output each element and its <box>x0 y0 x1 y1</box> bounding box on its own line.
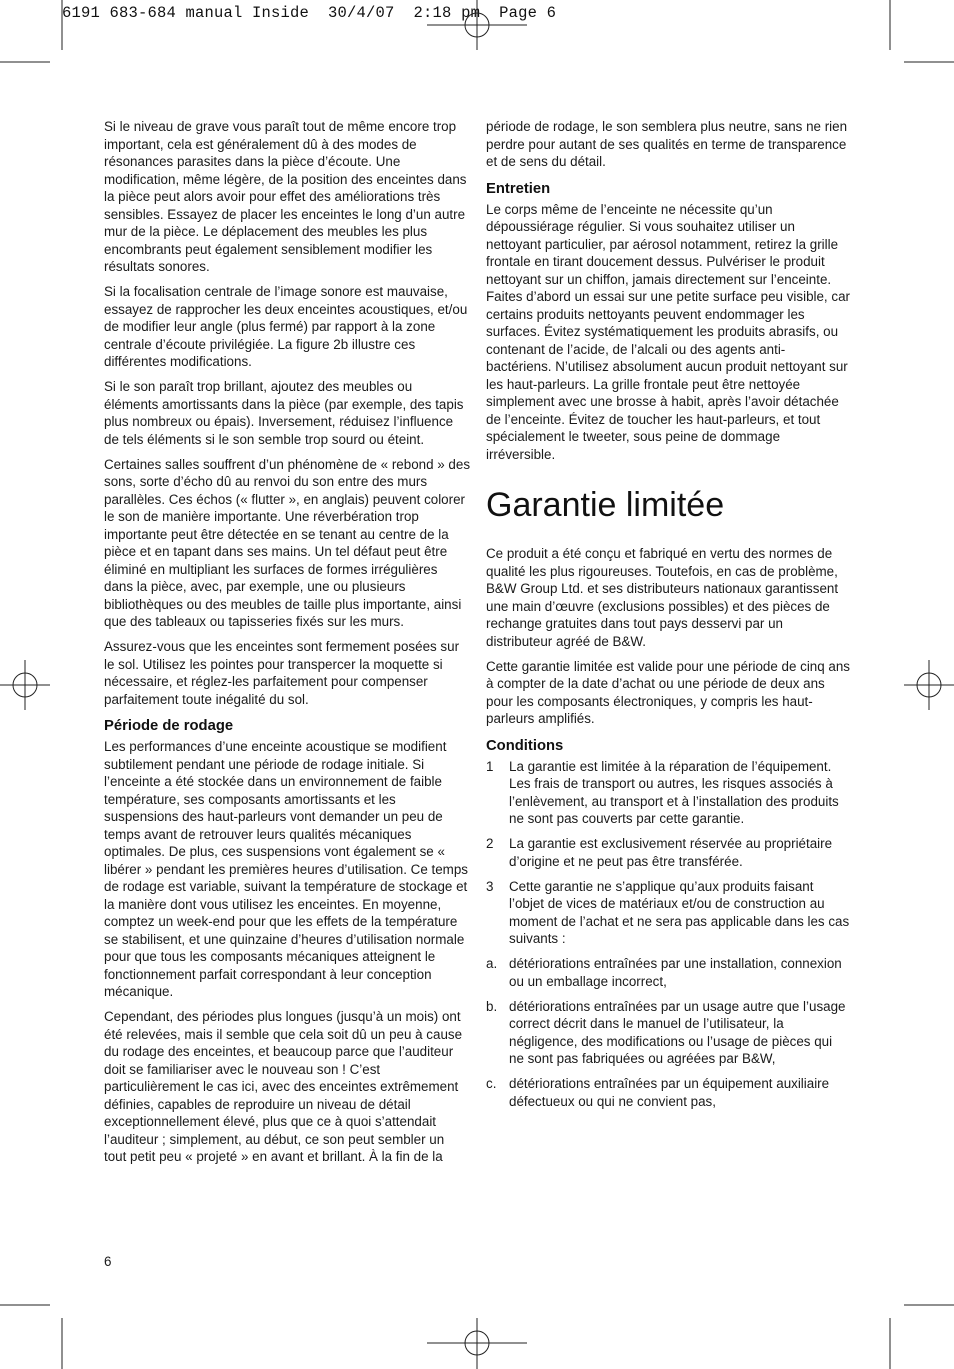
list-text: détériorations entraînées par une installation, connexion ou un emballage incorrect, <box>509 956 842 989</box>
paragraph: Si la focalisation centrale de l’image sonore est mauvaise, essayez de rapprocher les deux enceintes acoustiques, et/ou de modifier leur angle (plus fermé) par rapport à la zone centrale d’écoute privilégiée. La figure 2b illustre ces différentes modifications. <box>104 284 468 369</box>
paragraph: Certaines salles souffrent d’un phénomène de « rebond » des sons, sorte d’écho dû au renvoi du son entre des murs parallèles. Ces échos (« flutter », en anglais) peuvent colorer le son de manière importante. Une réverbération trop importante peut être détectée en se tenant au centre de la pièce et en tapant dans ses mains. Un tel défaut peut être éliminé en multipliant les surfaces de formes irrégulières dans la pièce, avec, par exemple, une ou plusieurs bibliothèques ou des meubles de taille plus importante, ainsi que des tableaux ou tapisseries fixés sur les murs. <box>104 456 471 629</box>
list-item <box>486 955 850 990</box>
paragraph: Le corps même de l’enceinte ne nécessite qu’un dépoussiérage régulier. Si vous souhaitez utiliser un nettoyant particulier, par aérosol notamment, retirez la grille frontale en tirant doucement dessus. Pulvériser le produit nettoyant sur un chiffon, jamais directement sur l’enceinte. Faites d’abord un essai sur une petite surface peu visible, car certains produits nettoyants peuvent endommager les surfaces. Évitez systématiquement les produits abrasifs, ou contenant de l’acide, de l’alcali ou des agents anti-bactériens. N’utilisez absolument aucun produit nettoyant sur les haut-parleurs. La grille frontale peut être nettoyée simplement avec une brosse à habit, après l’avoir détachée de l’enceinte. Évitez de toucher les haut-parleurs, et tout spécialement le tweeter, sous peine de dommage irréversible. <box>486 201 850 462</box>
list-number: 2 <box>486 836 494 851</box>
list-number: b. <box>486 998 498 1014</box>
list-text: La garantie est limitée à la réparation de l’équipement. Les frais de transport ou autres, les risques associés à l’enlèvement, au transport et à l’installation des produits ne sont pas couverts par cette garantie. <box>509 758 839 826</box>
paragraph: Les performances d’une enceinte acoustique se modifient subtilement pendant une période de rodage initiale. Si l’enceinte a été stockée dans un environnement de faible température, ses composants amortissants et les suspensions des haut-parleurs vont demander un peu de temps avant de retrouver leurs qualités mécaniques optimales. De plus, ces suspensions vont également se « libérer » pendant les premières heures d’utilisation. Ce temps de rodage est variable, suivant la température de stockage et la manière dont vous utilisez les enceintes. En moyenne, comptez un week-end pour que les effets de la température se stabilisent, et une quinzaine d’heures d’utilisation normale pour que tous les composants mécaniques atteignent le fonctionnement parfait correspondant à leur conception mécanique. <box>104 739 468 999</box>
list-text: La garantie est exclusivement réservée au propriétaire d’origine et ne peut pas être transférée. <box>509 836 833 869</box>
list-item <box>486 998 850 1068</box>
list-item <box>486 1075 850 1110</box>
list-text: détériorations entraînées par un équipement auxiliaire défectueux ou qui ne convient pas, <box>509 1076 830 1109</box>
paragraph: Ce produit a été conçu et fabriqué en vertu des normes de qualité les plus rigoureuses. Toutefois, en cas de problème, B&W Group Ltd. et ses distributeurs nationaux garantissent une main d’œuvre (exclusions possibles) et des pièces de rechange gratuites dans tout pays desservi par un distributeur agréé de B&W. <box>486 546 839 649</box>
paragraph: Cependant, des périodes plus longues (jusqu’à un mois) ont été relevées, mais il semble que cela soit dû un peu à cause du rodage des enceintes, et beaucoup parce que l’auditeur doit se familiariser avec le nouveau son ! C’est particulièrement le cas ici, avec des enceintes extrêmement définies, capables de reproduire un niveau de détail exceptionnellement élevé, plus que ce à quoi s’attendait l’auditeur ; simplement, au début, ce son peut sembler un tout petit peu « projeté » en avant et brillant. À la fin de la <box>104 1009 463 1164</box>
left-column <box>104 118 470 1173</box>
paragraph: Assurez-vous que les enceintes sont fermement posées sur le sol. Utilisez les pointes pour transpercer la moquette si nécessaire, et réglez-les parfaitement pour compenser parfaitement toute inégalité du sol. <box>104 639 460 707</box>
list-item <box>486 758 850 828</box>
list-text: Cette garantie ne s’applique qu’aux produits faisant l’objet de vices de matériaux et/ou de construction au moment de l’achat et ne sera pas applicable dans les cas suivants : <box>509 878 850 946</box>
section-heading-rodage: Période de rodage <box>104 718 234 734</box>
list-item <box>486 878 850 948</box>
page-number: 6 <box>104 1254 112 1269</box>
paragraph: période de rodage, le son semblera plus neutre, sans ne rien perdre pour autant de ses qualités en terme de transparence et de sens du détail. <box>486 119 848 169</box>
conditions-list <box>486 758 850 1111</box>
paragraph: Si le son paraît trop brillant, ajoutez des meubles ou éléments amortissants dans la pièce (par exemple, des tapis plus nombreux ou épais). Inversement, réduisez l’influence de tels éléments si le son semble trop sourd ou éteint. <box>104 379 464 447</box>
list-number: c. <box>486 1076 497 1091</box>
section-heading-conditions: Conditions <box>486 737 564 754</box>
print-slug: 6191 683-684 manual Inside 30/4/07 2:18 pm Page 6 <box>62 4 557 22</box>
paragraph: Si le niveau de grave vous paraît tout de même encore trop important, cela est généralement dû à des modes de résonances parasites dans la pièce d’écoute. Une modification, même légère, de la position des enceintes dans la pièce peut alors avoir pour effet des améliorations très sensibles. Essayez de placer les enceintes le long d’un autre mur de la pièce. Le déplacement des meubles les plus encombrants peut également sensiblement modifier les résultats sonores. <box>104 119 467 274</box>
right-column <box>486 118 850 1118</box>
list-item <box>486 835 850 870</box>
paragraph: Cette garantie limitée est valide pour une période de cinq ans à compter de la date d’achat ou une période de deux ans pour les composants électroniques, y compris les haut-parleurs amplifiés. <box>486 658 851 726</box>
list-number: 1 <box>486 758 494 774</box>
section-heading-entretien: Entretien <box>486 180 551 197</box>
list-text: détériorations entraînées par un usage autre que l’usage correct décrit dans le manuel de l’utilisateur, la négligence, des modifications ou l’usage de pièces qui ne sont pas fabriquées ou agréées par B&W, <box>509 998 846 1066</box>
section-title-garantie: Garantie limitée <box>486 486 725 524</box>
list-number: 3 <box>486 878 494 894</box>
list-number: a. <box>486 956 498 971</box>
